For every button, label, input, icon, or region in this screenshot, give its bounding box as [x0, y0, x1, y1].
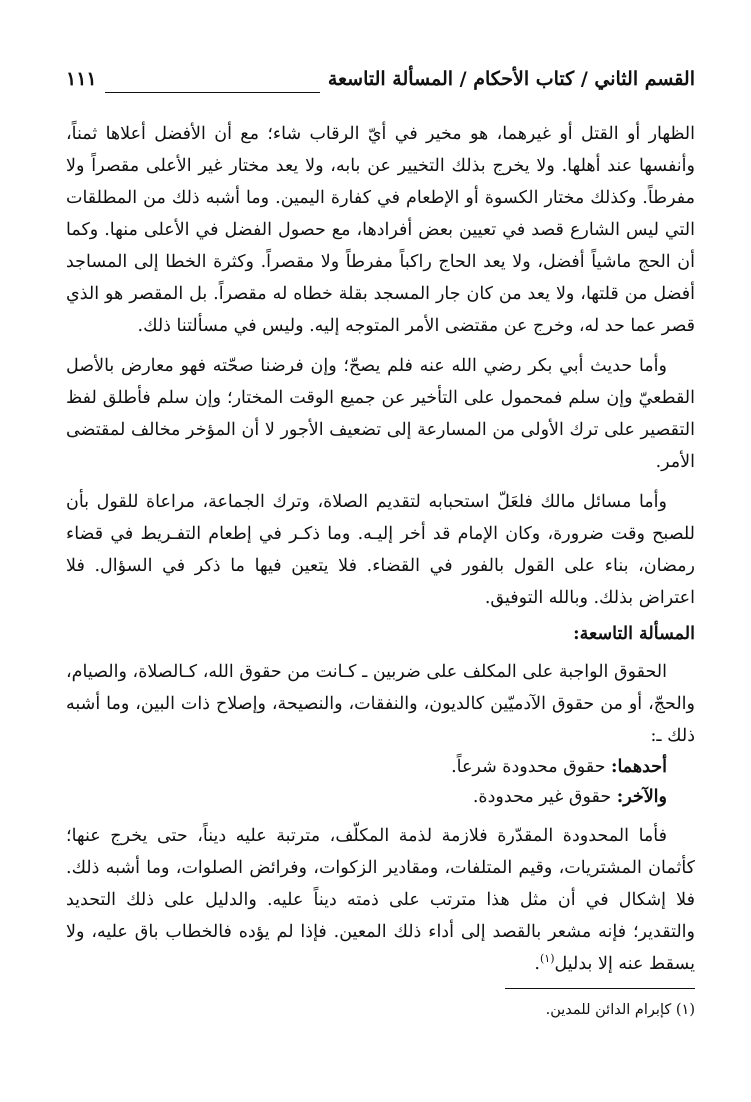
- footnote-ref[interactable]: (١): [539, 952, 555, 966]
- list-item-text: حقوق محدودة شرعاً.: [451, 757, 611, 777]
- list-item-label: أحدهما:: [610, 757, 667, 777]
- section-closing: [66, 820, 695, 980]
- header-rule: [105, 92, 320, 93]
- running-header: [66, 68, 695, 108]
- list-item: [66, 782, 695, 812]
- body-text: [66, 118, 695, 980]
- section-closing-text: فأما المحدودة المقدّرة فلازمة لذمة المكلّف، مترتبة عليه ديناً، حتى يخرج عنها؛ كأثمان المشتريات، وقيم المتلفات، ومقادير الزكوات، وفرائض الصلوات، وما أشبه ذلك. فلا إشكال في أن مثل هذا مترتب على ذمته ديناً عليه. والدليل على ذلك التحديد والتقدير؛ فإنه مشعر بالقصد إلى أداء ذلك المعين. فإذا لم يؤده فالخطاب باق عليه، ولا يسقط عنه إلا بدليل: [66, 826, 695, 974]
- section-closing-end: .: [534, 954, 540, 974]
- section-heading: المسألة التاسعة:: [573, 624, 695, 644]
- list-item-text: حقوق غير محدودة.: [472, 787, 617, 807]
- list-item: [66, 752, 695, 782]
- book-page: [66, 68, 695, 1062]
- footnote-rule: [505, 988, 695, 989]
- footnote: (١) كإبرام الدائن للمدين.: [545, 1002, 695, 1018]
- paragraph: وأما حديث أبي بكر رضي الله عنه فلم يصحّ؛ وإن فرضنا صحّته فهو معارض بالأصل القطعيّ وإن سلم فمحمول على التأخير عن جميع الوقت المختار؛ وإن سلم فأطلق لفظ التقصير على ترك الأولى من المسارعة إلى تضعيف الأجور لا أن المؤخر مخالف لمقتضى الأمر.: [66, 356, 695, 472]
- header-title: القسم الثاني / كتاب الأحكام / المسألة التاسعة: [327, 68, 695, 90]
- paragraph: الظهار أو القتل أو غيرهما، هو مخير في أيّ الرقاب شاء؛ مع أن الأفضل أعلاها ثمناً، وأنفسها عند أهلها. ولا يخرج بذلك التخيير عن بابه، ولا يعد مختار غير الأعلى مقصراً ولا مفرطاً. وكذلك مختار الكسوة أو الإطعام في كفارة اليمين. وما أشبه ذلك من المطلقات التي ليس الشارع قصد في تعيين بعض أفرادها، مع حصول الفضل في الأعلى منها. وكما أن الحج ماشياً أفضل، ولا يعد الحاج راكباً مفرطاً ولا مقصراً. وكثرة الخطا إلى المساجد أفضل من قلتها، ولا يعد من كان جار المسجد بقلة خطاه له مقصراً. بل المقصر هو الذي قصر عما حد له، وخرج عن مقتضى الأمر المتوجه إليه. وليس في مسألتنا ذلك.: [66, 124, 695, 336]
- paragraph: وأما مسائل مالك فلعَلّ استحبابه لتقديم الصلاة، وترك الجماعة، مراعاة للقول بأن للصبح وقت ضرورة، وكان الإمام قد أخر إليـه. وما ذكـر في إطعام التفـريط في قضاء رمضان، بناء على القول بالفور في القضاء. فلا يتعين فيها ما ذكر في السؤال. فلا اعتراض بذلك. وبالله التوفيق.: [66, 492, 695, 608]
- list-item-label: والآخر:: [616, 787, 667, 807]
- section-intro: الحقوق الواجبة على المكلف على ضربين ـ كـانت من حقوق الله، كـالصلاة، والصيام، والحجّ، أو من حقوق الآدميّين كالديون، والنفقات، والنصيحة، وإصلاح ذات البين، وما أشبه ذلك ـ:: [66, 662, 695, 746]
- footnote-area: [66, 988, 695, 1021]
- page-number: ١١١: [66, 68, 97, 90]
